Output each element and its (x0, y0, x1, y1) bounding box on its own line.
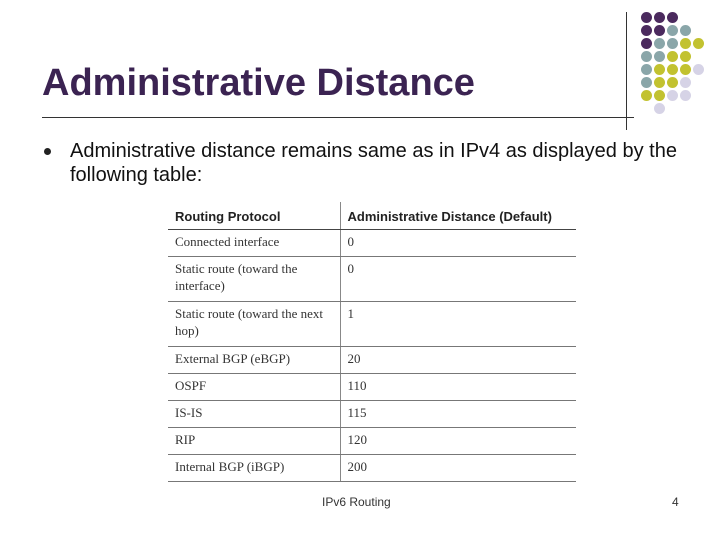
distance-cell: 200 (340, 455, 576, 482)
dot-teal (641, 51, 652, 62)
dot-olive (680, 51, 691, 62)
dot-purple (667, 12, 678, 23)
distance-cell: 115 (340, 401, 576, 428)
protocol-cell: External BGP (eBGP) (168, 347, 340, 374)
dot-olive (654, 77, 665, 88)
dot-lavender (693, 64, 704, 75)
table-row (168, 455, 576, 482)
vertical-divider (626, 12, 627, 130)
table-row (168, 374, 576, 401)
dot-teal (641, 64, 652, 75)
protocol-cell: RIP (168, 428, 340, 455)
dot-purple (641, 25, 652, 36)
dot-olive (693, 38, 704, 49)
title-underline (42, 117, 634, 118)
protocol-cell: Static route (toward the interface) (168, 257, 340, 302)
column-header-distance: Administrative Distance (Default) (340, 202, 576, 230)
dot-lavender (667, 90, 678, 101)
routing-table-container (168, 202, 576, 482)
dot-teal (641, 77, 652, 88)
distance-cell: 20 (340, 347, 576, 374)
dot-purple (654, 12, 665, 23)
table-header-row (168, 202, 576, 230)
dot-teal (654, 51, 665, 62)
protocol-cell: OSPF (168, 374, 340, 401)
dot-olive (680, 38, 691, 49)
table-row (168, 401, 576, 428)
dot-lavender (680, 90, 691, 101)
dot-purple (641, 12, 652, 23)
dot-teal (667, 25, 678, 36)
dot-olive (654, 64, 665, 75)
dot-teal (680, 25, 691, 36)
dot-lavender (680, 77, 691, 88)
dot-olive (654, 90, 665, 101)
table-row (168, 428, 576, 455)
page-number: 4 (672, 495, 679, 509)
protocol-cell: Internal BGP (iBGP) (168, 455, 340, 482)
dot-olive (680, 64, 691, 75)
table-row (168, 230, 576, 257)
protocol-cell: Static route (toward the next hop) (168, 302, 340, 347)
table-row (168, 257, 576, 302)
distance-cell: 120 (340, 428, 576, 455)
dot-purple (641, 38, 652, 49)
dot-lavender (654, 103, 665, 114)
dot-purple (654, 25, 665, 36)
slide-title: Administrative Distance (42, 62, 475, 104)
distance-cell: 0 (340, 230, 576, 257)
distance-cell: 0 (340, 257, 576, 302)
distance-cell: 1 (340, 302, 576, 347)
column-header-protocol: Routing Protocol (168, 202, 340, 230)
table-row (168, 347, 576, 374)
dot-teal (654, 38, 665, 49)
protocol-cell: IS-IS (168, 401, 340, 428)
bullet-icon (44, 148, 51, 155)
dot-olive (667, 77, 678, 88)
protocol-cell: Connected interface (168, 230, 340, 257)
distance-cell: 110 (340, 374, 576, 401)
dot-olive (667, 64, 678, 75)
dot-teal (667, 38, 678, 49)
table-row (168, 302, 576, 347)
administrative-distance-table (168, 202, 576, 482)
footer-text: IPv6 Routing (322, 495, 391, 509)
dot-olive (667, 51, 678, 62)
bullet-text: Administrative distance remains same as in IPv4 as displayed by the following table: (70, 140, 677, 186)
dot-olive (641, 90, 652, 101)
